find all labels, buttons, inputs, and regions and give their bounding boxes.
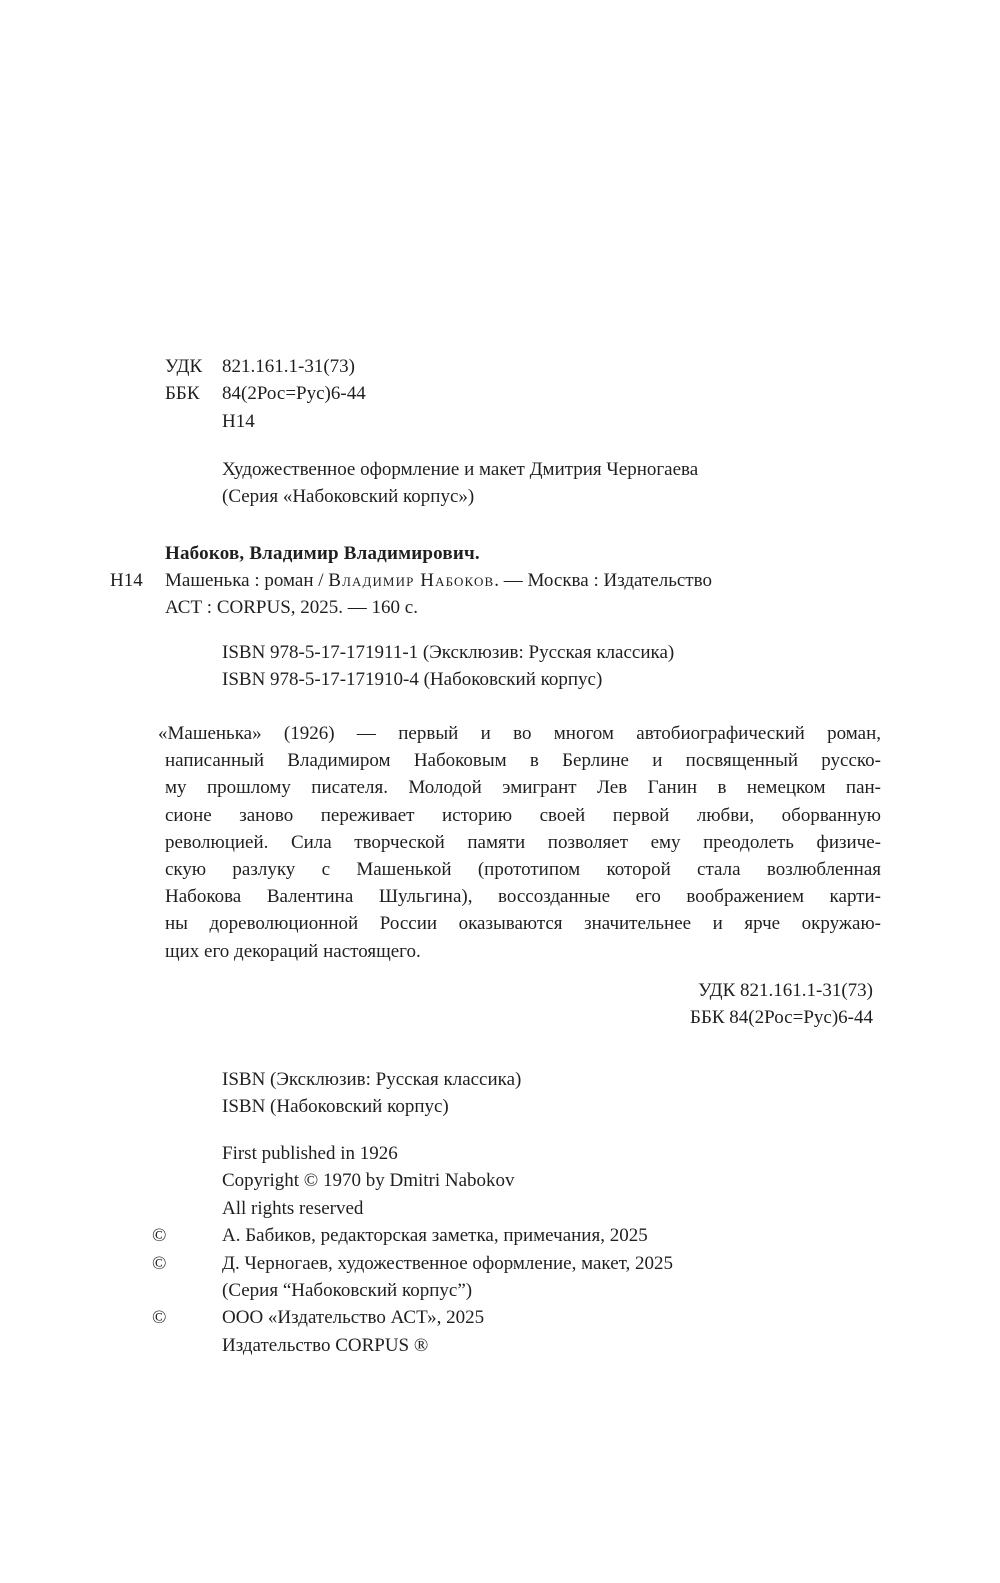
isbn-numbers-block <box>222 639 674 694</box>
author-sign-row <box>165 408 366 435</box>
rights-text: (Серия “Набоковский корпус”) <box>222 1280 473 1302</box>
annotation-line: «Машенька» (1926) — первый и во многом автобиографический роман, <box>158 723 881 744</box>
catalog-author-header: Набоков, Владимир Владимирович. <box>165 543 480 564</box>
rights-row <box>152 1332 673 1359</box>
design-credit <box>222 456 698 511</box>
bbk-right: ББК 84(2Рос=Рус)6-44 <box>690 1007 873 1029</box>
annotation-line: му прошлому писателя. Молодой эмигрант Лев Ганин в немецком пан- <box>165 777 881 799</box>
rights-row <box>152 1195 673 1222</box>
bbk-value: 84(2Рос=Рус)6-44 <box>222 383 366 405</box>
rights-text: ООО «Издательство АСТ», 2025 <box>222 1307 485 1329</box>
rights-row <box>152 1304 673 1331</box>
classification-codes-block <box>165 353 366 435</box>
copyright-mark: © <box>152 1307 167 1329</box>
bbk-label: ББК <box>165 383 200 405</box>
author-sign: Н14 <box>222 410 255 432</box>
biblio-line2: АСТ : CORPUS, 2025. — 160 с. <box>165 597 418 619</box>
rights-row <box>152 1140 673 1167</box>
annotation-line: написанный Владимиром Набоковым в Берлине и посвященный русско- <box>165 750 881 772</box>
isbn-series-block <box>222 1066 521 1121</box>
bbk-row <box>165 380 366 407</box>
classification-codes-right <box>690 977 873 1032</box>
biblio-author-smallcaps: Владимир Набоков <box>328 570 495 591</box>
rights-text: All rights reserved <box>222 1197 364 1219</box>
copyright-mark <box>152 1332 222 1359</box>
rights-text: First published in 1926 <box>222 1143 398 1164</box>
udk-label: УДК <box>165 356 203 377</box>
copyright-mark <box>152 1277 222 1304</box>
rights-row <box>152 1250 673 1277</box>
udk-right: УДК 821.161.1-31(73) <box>698 980 873 1001</box>
annotation-line: сионе заново переживает историю своей первой любви, оборванную <box>165 804 881 826</box>
annotation-line: ны дореволюционной России оказываются значительнее и ярче окружаю- <box>165 913 881 935</box>
rights-text: А. Бабиков, редакторская заметка, примечания, 2025 <box>222 1225 648 1247</box>
rights-text: Д. Черногаев, художественное оформление, макет, 2025 <box>222 1252 673 1274</box>
annotation-line: скую разлуку с Машенькой (прототипом которой стала возлюбленная <box>165 859 881 881</box>
copyright-mark <box>152 1140 222 1167</box>
copyright-mark: © <box>152 1225 167 1247</box>
catalog-bibliographic-entry <box>165 567 845 622</box>
copyright-mark: © <box>152 1252 167 1274</box>
rights-row <box>152 1222 673 1249</box>
design-credit-line2: (Серия «Набоковский корпус») <box>222 486 475 508</box>
rights-text: Copyright © 1970 by Dmitri Nabokov <box>222 1170 515 1192</box>
rights-text: Издательство CORPUS ® <box>222 1334 429 1356</box>
catalog-sign: Н14 <box>110 570 143 591</box>
isbn-series-line1: ISBN (Эксклюзив: Русская классика) <box>222 1069 522 1090</box>
isbn-series-line2: ISBN (Набоковский корпус) <box>222 1096 449 1118</box>
annotation-line: революцией. Сила творческой памяти позволяет ему преодолеть физиче- <box>165 831 881 853</box>
biblio-line1: Машенька : роман / Владимир Набоков. — Москва : Издательство <box>165 570 712 591</box>
udk-row <box>165 353 366 380</box>
rights-row <box>152 1277 673 1304</box>
copyright-mark <box>152 1195 222 1222</box>
annotation-line: Набокова Валентина Шульгина), воссозданные его воображением карти- <box>165 886 881 908</box>
isbn-line2: ISBN 978-5-17-171910-4 (Набоковский корпус) <box>222 669 603 691</box>
copyright-mark <box>152 1167 222 1194</box>
design-credit-line1: Художественное оформление и макет Дмитрия Черногаева <box>222 459 699 480</box>
annotation-paragraph <box>158 720 881 965</box>
isbn-line1: ISBN 978-5-17-171911-1 (Эксклюзив: Русская классика) <box>222 642 675 663</box>
annotation-line: щих его декораций настоящего. <box>165 940 421 962</box>
rights-row <box>152 1167 673 1194</box>
copyright-block <box>152 1140 673 1359</box>
udk-value: 821.161.1-31(73) <box>222 356 355 377</box>
